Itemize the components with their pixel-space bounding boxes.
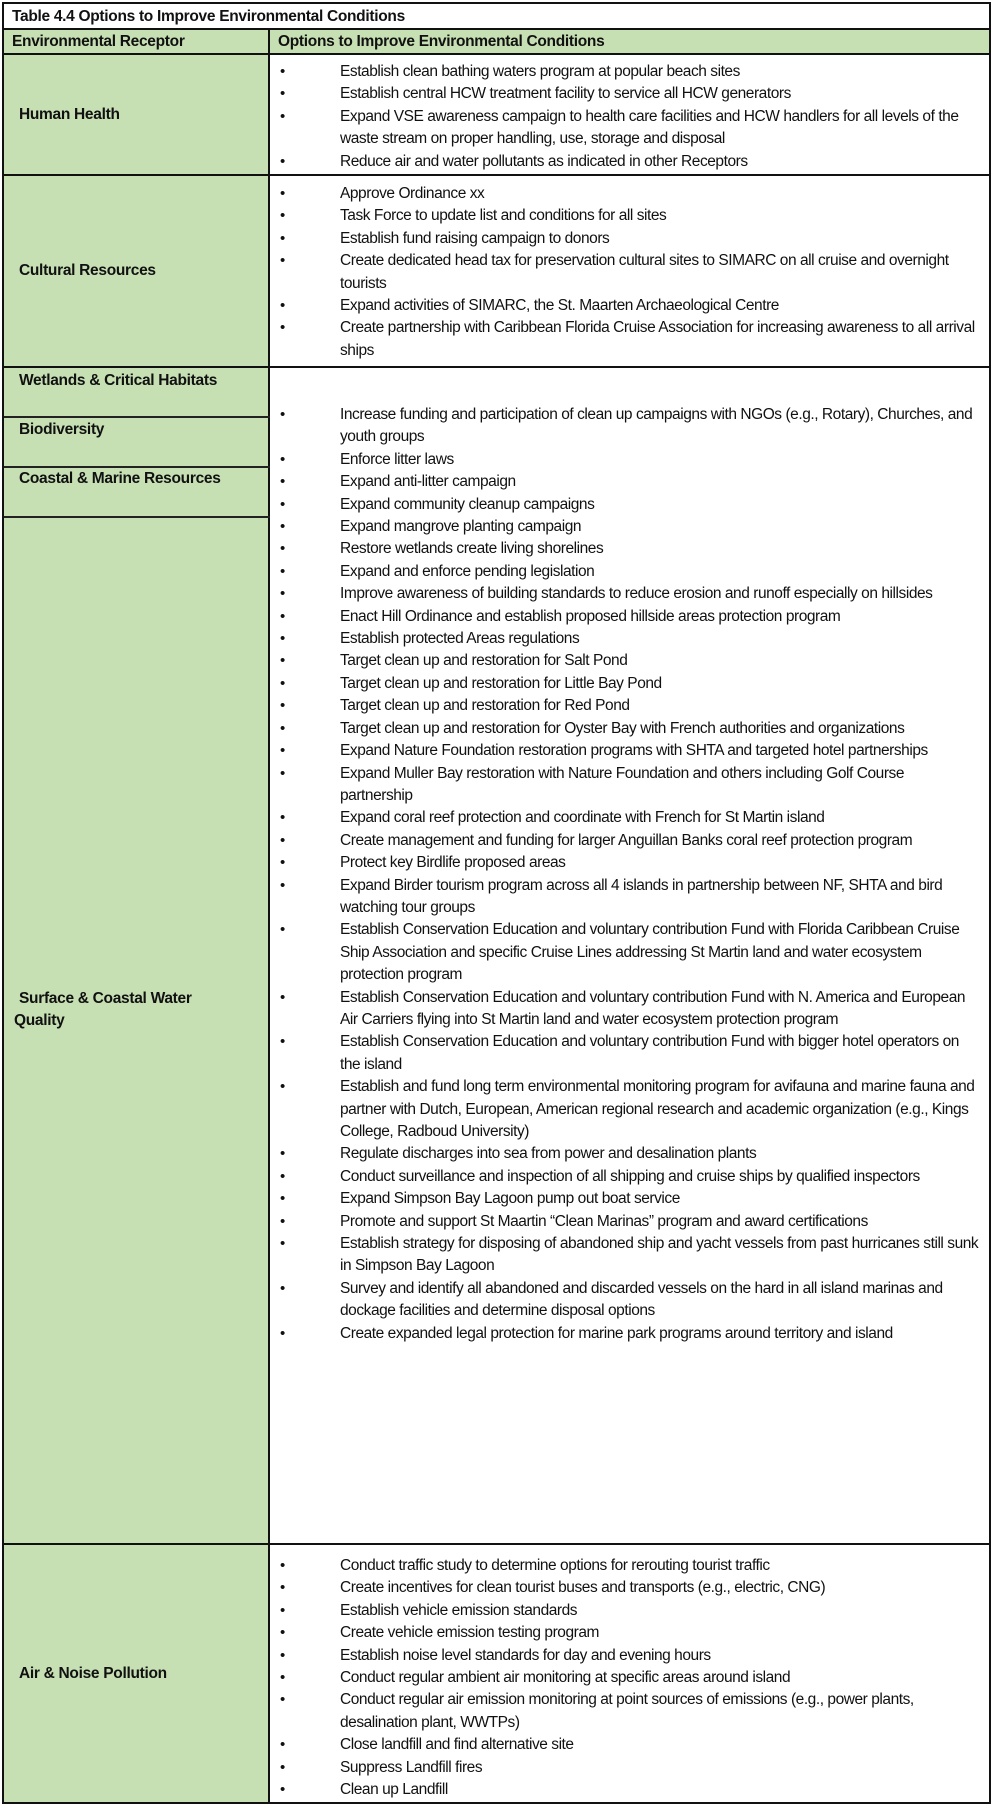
list-item: • Target clean up and restoration for Little Bay Pond [270, 673, 989, 695]
list-item: • Establish protected Areas regulations [270, 628, 989, 650]
receptor-label: Coastal & Marine Resources [19, 470, 221, 487]
list-item: • Regulate discharges into sea from power and desalination plants [270, 1143, 989, 1165]
receptor-human-health [4, 55, 270, 175]
list-item: • Establish central HCW treatment facility to service all HCW generators [270, 83, 989, 105]
options-list [270, 183, 989, 362]
list-item: • Expand VSE awareness campaign to health care facilities and HCW handlers for all levels of the waste stream on proper handling, use, storage and disposal [270, 106, 989, 151]
list-item: • Protect key Birdlife proposed areas [270, 852, 989, 874]
list-item: • Establish vehicle emission standards [270, 1600, 989, 1622]
list-item: • Create management and funding for larger Anguillan Banks coral reef protection program [270, 830, 989, 852]
list-item: • Expand coral reef protection and coordinate with French for St Martin island [270, 807, 989, 829]
list-item: • Create expanded legal protection for marine park programs around territory and island [270, 1323, 989, 1345]
list-item: • Expand anti-litter campaign [270, 471, 989, 493]
options-habitat-water [270, 368, 989, 1543]
list-item: • Establish fund raising campaign to donors [270, 228, 989, 250]
list-item: • Close landfill and find alternative site [270, 1734, 989, 1756]
column-header-options: Options to Improve Environmental Conditions [270, 30, 989, 55]
list-item: • Conduct regular ambient air monitoring at specific areas around island [270, 1667, 989, 1689]
receptor-cultural-resources [4, 176, 270, 366]
list-item: • Enforce litter laws [270, 449, 989, 471]
list-item: • Expand Muller Bay restoration with Nature Foundation and others including Golf Course partnership [270, 763, 989, 808]
list-item: • Reduce air and water pollutants as indicated in other Receptors [270, 151, 989, 173]
list-item: • Increase funding and participation of clean up campaigns with NGOs (e.g., Rotary), Churches, and youth groups [270, 404, 989, 449]
list-item: • Enact Hill Ordinance and establish proposed hillside areas protection program [270, 606, 989, 628]
list-item: • Improve awareness of building standards to reduce erosion and runoff especially on hillsides [270, 583, 989, 605]
receptor-label: Wetlands & Critical Habitats [19, 372, 218, 389]
list-item: • Establish Conservation Education and voluntary contribution Fund with bigger hotel operators on the island [270, 1031, 989, 1076]
receptor-air-noise [4, 1545, 270, 1802]
receptor-surface-water [4, 518, 270, 1543]
receptor-label: Surface & Coastal Water Quality [14, 990, 192, 1029]
list-item: • Establish strategy for disposing of abandoned ship and yacht vessels from past hurricanes still sunk in Simpson Bay Lagoon [270, 1233, 989, 1278]
receptor-coastal-marine [4, 468, 270, 516]
list-item: • Establish and fund long term environmental monitoring program for avifauna and marine fauna and partner with Dutch, European, American regional research and academic organization (e.g., Kings College, Radboud University) [270, 1076, 989, 1143]
list-item: • Survey and identify all abandoned and discarded vessels on the hard in all island marinas and dockage facilities and determine disposal options [270, 1278, 989, 1323]
receptor-biodiversity [4, 418, 270, 466]
list-item: • Expand Birder tourism program across all 4 islands in partnership between NF, SHTA and bird watching tour groups [270, 875, 989, 920]
receptor-label: Human Health [19, 106, 120, 123]
list-item: • Expand activities of SIMARC, the St. Maarten Archaeological Centre [270, 295, 989, 317]
options-list [270, 1555, 989, 1801]
list-item: • Establish clean bathing waters program at popular beach sites [270, 61, 989, 83]
list-item: • Create vehicle emission testing program [270, 1622, 989, 1644]
list-item: • Target clean up and restoration for Salt Pond [270, 650, 989, 672]
receptor-label: Biodiversity [19, 421, 105, 438]
options-table [2, 2, 991, 1804]
list-item: • Suppress Landfill fires [270, 1757, 989, 1779]
list-item: • Expand Nature Foundation restoration programs with SHTA and targeted hotel partnerships [270, 740, 989, 762]
list-item: • Conduct surveillance and inspection of all shipping and cruise ships by qualified inspectors [270, 1166, 989, 1188]
list-item: • Establish noise level standards for day and evening hours [270, 1645, 989, 1667]
list-item: • Target clean up and restoration for Oyster Bay with French authorities and organizations [270, 718, 989, 740]
list-item: • Expand Simpson Bay Lagoon pump out boat service [270, 1188, 989, 1210]
options-cultural-resources [270, 176, 989, 366]
list-item: • Expand and enforce pending legislation [270, 561, 989, 583]
list-item: • Conduct regular air emission monitoring at point sources of emissions (e.g., power plants, desalination plant, WWTPs) [270, 1689, 989, 1734]
list-item: • Expand mangrove planting campaign [270, 516, 989, 538]
options-list [270, 404, 989, 1345]
list-item: • Conduct traffic study to determine options for rerouting tourist traffic [270, 1555, 989, 1577]
list-item: • Task Force to update list and conditions for all sites [270, 205, 989, 227]
list-item: • Target clean up and restoration for Red Pond [270, 695, 989, 717]
list-item: • Promote and support St Maartin “Clean Marinas” program and award certifications [270, 1211, 989, 1233]
list-item: • Approve Ordinance xx [270, 183, 989, 205]
list-item: • Establish Conservation Education and voluntary contribution Fund with Florida Caribbean Cruise Ship Association and specific Cruise Lines addressing St Martin land and water ecosystem protection program [270, 919, 989, 986]
options-list [270, 61, 989, 173]
list-item: • Create incentives for clean tourist buses and transports (e.g., electric, CNG) [270, 1577, 989, 1599]
receptor-label: Air & Noise Pollution [19, 1664, 167, 1682]
receptor-wetlands [4, 368, 270, 416]
list-item: • Create dedicated head tax for preservation cultural sites to SIMARC on all cruise and overnight tourists [270, 250, 989, 295]
list-item: • Establish Conservation Education and voluntary contribution Fund with N. America and European Air Carriers flying into St Martin land and water ecosystem protection program [270, 987, 989, 1032]
list-item: • Restore wetlands create living shorelines [270, 538, 989, 560]
column-header-receptor: Environmental Receptor [4, 30, 270, 55]
table-title: Table 4.4 Options to Improve Environmental Conditions [4, 4, 989, 30]
list-item: • Clean up Landfill [270, 1779, 989, 1801]
list-item: • Expand community cleanup campaigns [270, 494, 989, 516]
options-human-health [270, 55, 989, 175]
receptor-label: Cultural Resources [19, 262, 156, 279]
list-item: • Create partnership with Caribbean Florida Cruise Association for increasing awareness to all arrival ships [270, 317, 989, 362]
options-air-noise [270, 1545, 989, 1802]
